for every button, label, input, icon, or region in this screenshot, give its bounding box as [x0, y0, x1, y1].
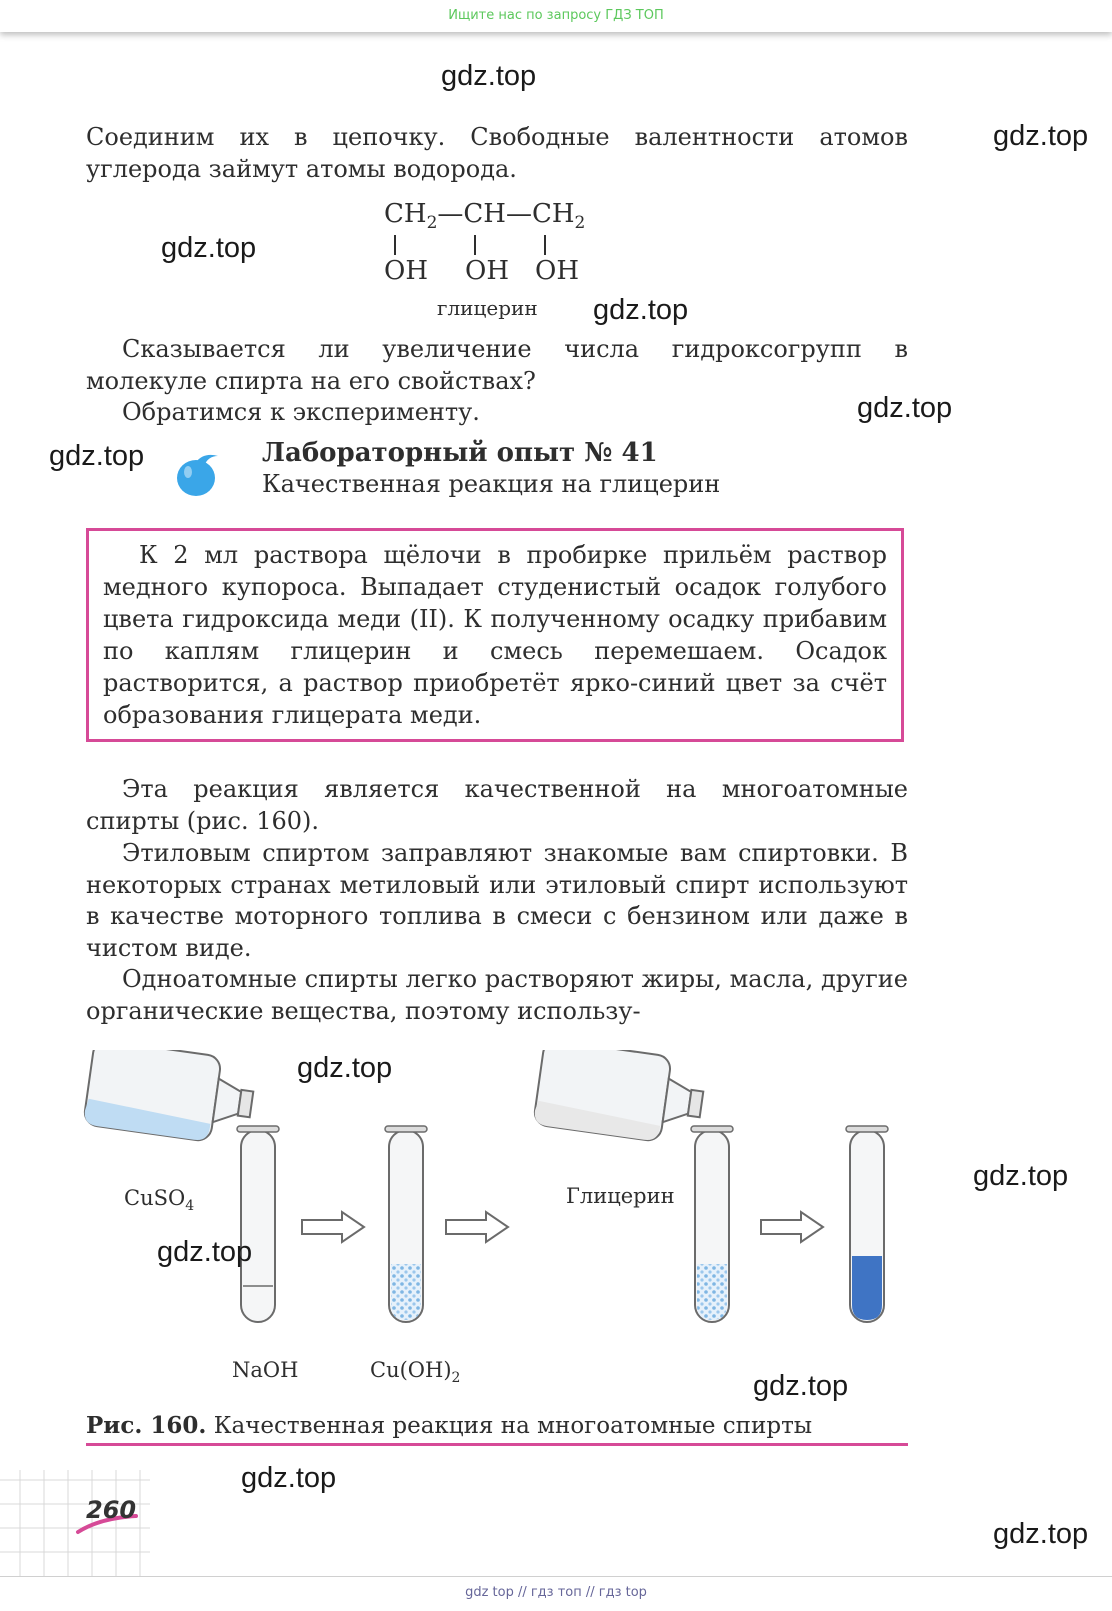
precipitate-tube — [691, 1126, 733, 1322]
cuoh2-tube — [385, 1126, 427, 1322]
banner-text: Ищите нас по запросу ГДЗ ТОП — [448, 8, 664, 23]
watermark: gdz.top — [993, 120, 1089, 152]
paragraph-reaction: Эта реакция является качественной на многоатомные спирты (рис. 160). — [86, 775, 908, 835]
arrow-3 — [761, 1212, 823, 1242]
glycerin-formula-top: $CH_2—CH—CH_2$ — [384, 199, 586, 234]
watermark: gdz.top — [973, 1160, 1069, 1192]
arrow-1 — [302, 1212, 364, 1242]
lab-title: Лабораторный опыт № 41 — [262, 438, 658, 468]
paragraph-question: Сказывается ли увеличение числа гидроксогрупп в молекуле спирта на его свойствах? — [86, 335, 908, 395]
figure-caption: Рис. 160. Качественная реакция на многоатомные спирты — [86, 1412, 908, 1446]
bond-line — [394, 235, 396, 255]
paragraph-ethanol: Этиловым спиртом заправляют знакомые вам спиртовки. В некоторых странах метиловый или этиловый спирт используют в качестве моторного топлива в смеси с бензином или даже в чистом виде. — [86, 839, 908, 962]
naoh-tube — [237, 1126, 279, 1322]
glycerin-oh-1: OH — [384, 256, 428, 286]
page-number: 260 — [86, 1496, 137, 1524]
watermark: gdz.top — [157, 1236, 253, 1268]
watermark: gdz.top — [49, 440, 145, 472]
lab-procedure-text: К 2 мл раствора щёлочи в пробирке прильём раствор медного купороса. Выпадает студенистый осадок голубого цвета гидроксида меди (II). К полученному осадку прибавим по каплям глицерин и смесь перемешаем. Осадок растворится, а раствор приобретёт ярко-синий цвет за счёт образования глицерата меди. — [103, 541, 887, 729]
footer-links[interactable]: gdz top // гдз топ // гдз top — [465, 1585, 647, 1600]
bond-line — [544, 235, 546, 255]
watermark: gdz.top — [441, 60, 537, 92]
label-cuoh2: $Cu(OH)_2$ — [370, 1358, 461, 1387]
top-banner — [0, 0, 1112, 32]
bond-line — [474, 235, 476, 255]
watermark: gdz.top — [993, 1518, 1089, 1550]
paragraph-experiment: Обратимся к эксперименту. — [122, 398, 480, 426]
glycerin-oh-2: OH — [465, 256, 509, 286]
formula-name: глицерин — [437, 296, 538, 320]
watermark: gdz.top — [161, 232, 257, 264]
bottom-links-bar — [0, 1576, 1112, 1611]
watermark: gdz.top — [857, 392, 953, 424]
label-naoh: NaOH — [232, 1358, 299, 1382]
label-cuso4: CuSO$_4$ — [124, 1186, 195, 1215]
watermark: gdz.top — [241, 1462, 337, 1494]
lab-drop-icon — [174, 450, 222, 500]
watermark: gdz.top — [593, 294, 689, 326]
arrow-2 — [446, 1212, 508, 1242]
glycerin-bottle — [533, 1050, 707, 1147]
watermark: gdz.top — [753, 1370, 849, 1402]
paragraph-chain: Соединим их в цепочку. Свободные валентности атомов углерода займут атомы водорода. — [86, 123, 908, 183]
figure-160-illustration — [80, 1050, 920, 1370]
label-glycerin: Глицерин — [566, 1184, 675, 1208]
paragraph-monoatomic: Одноатомные спирты легко растворяют жиры, масла, другие органические вещества, поэтому использу- — [86, 965, 908, 1025]
watermark: gdz.top — [297, 1052, 393, 1084]
lab-procedure-box — [86, 528, 904, 742]
blue-solution-tube — [846, 1126, 888, 1322]
glycerin-oh-3: OH — [535, 256, 579, 286]
lab-subtitle: Качественная реакция на глицерин — [262, 470, 721, 498]
cuso4-bottle — [83, 1050, 257, 1147]
